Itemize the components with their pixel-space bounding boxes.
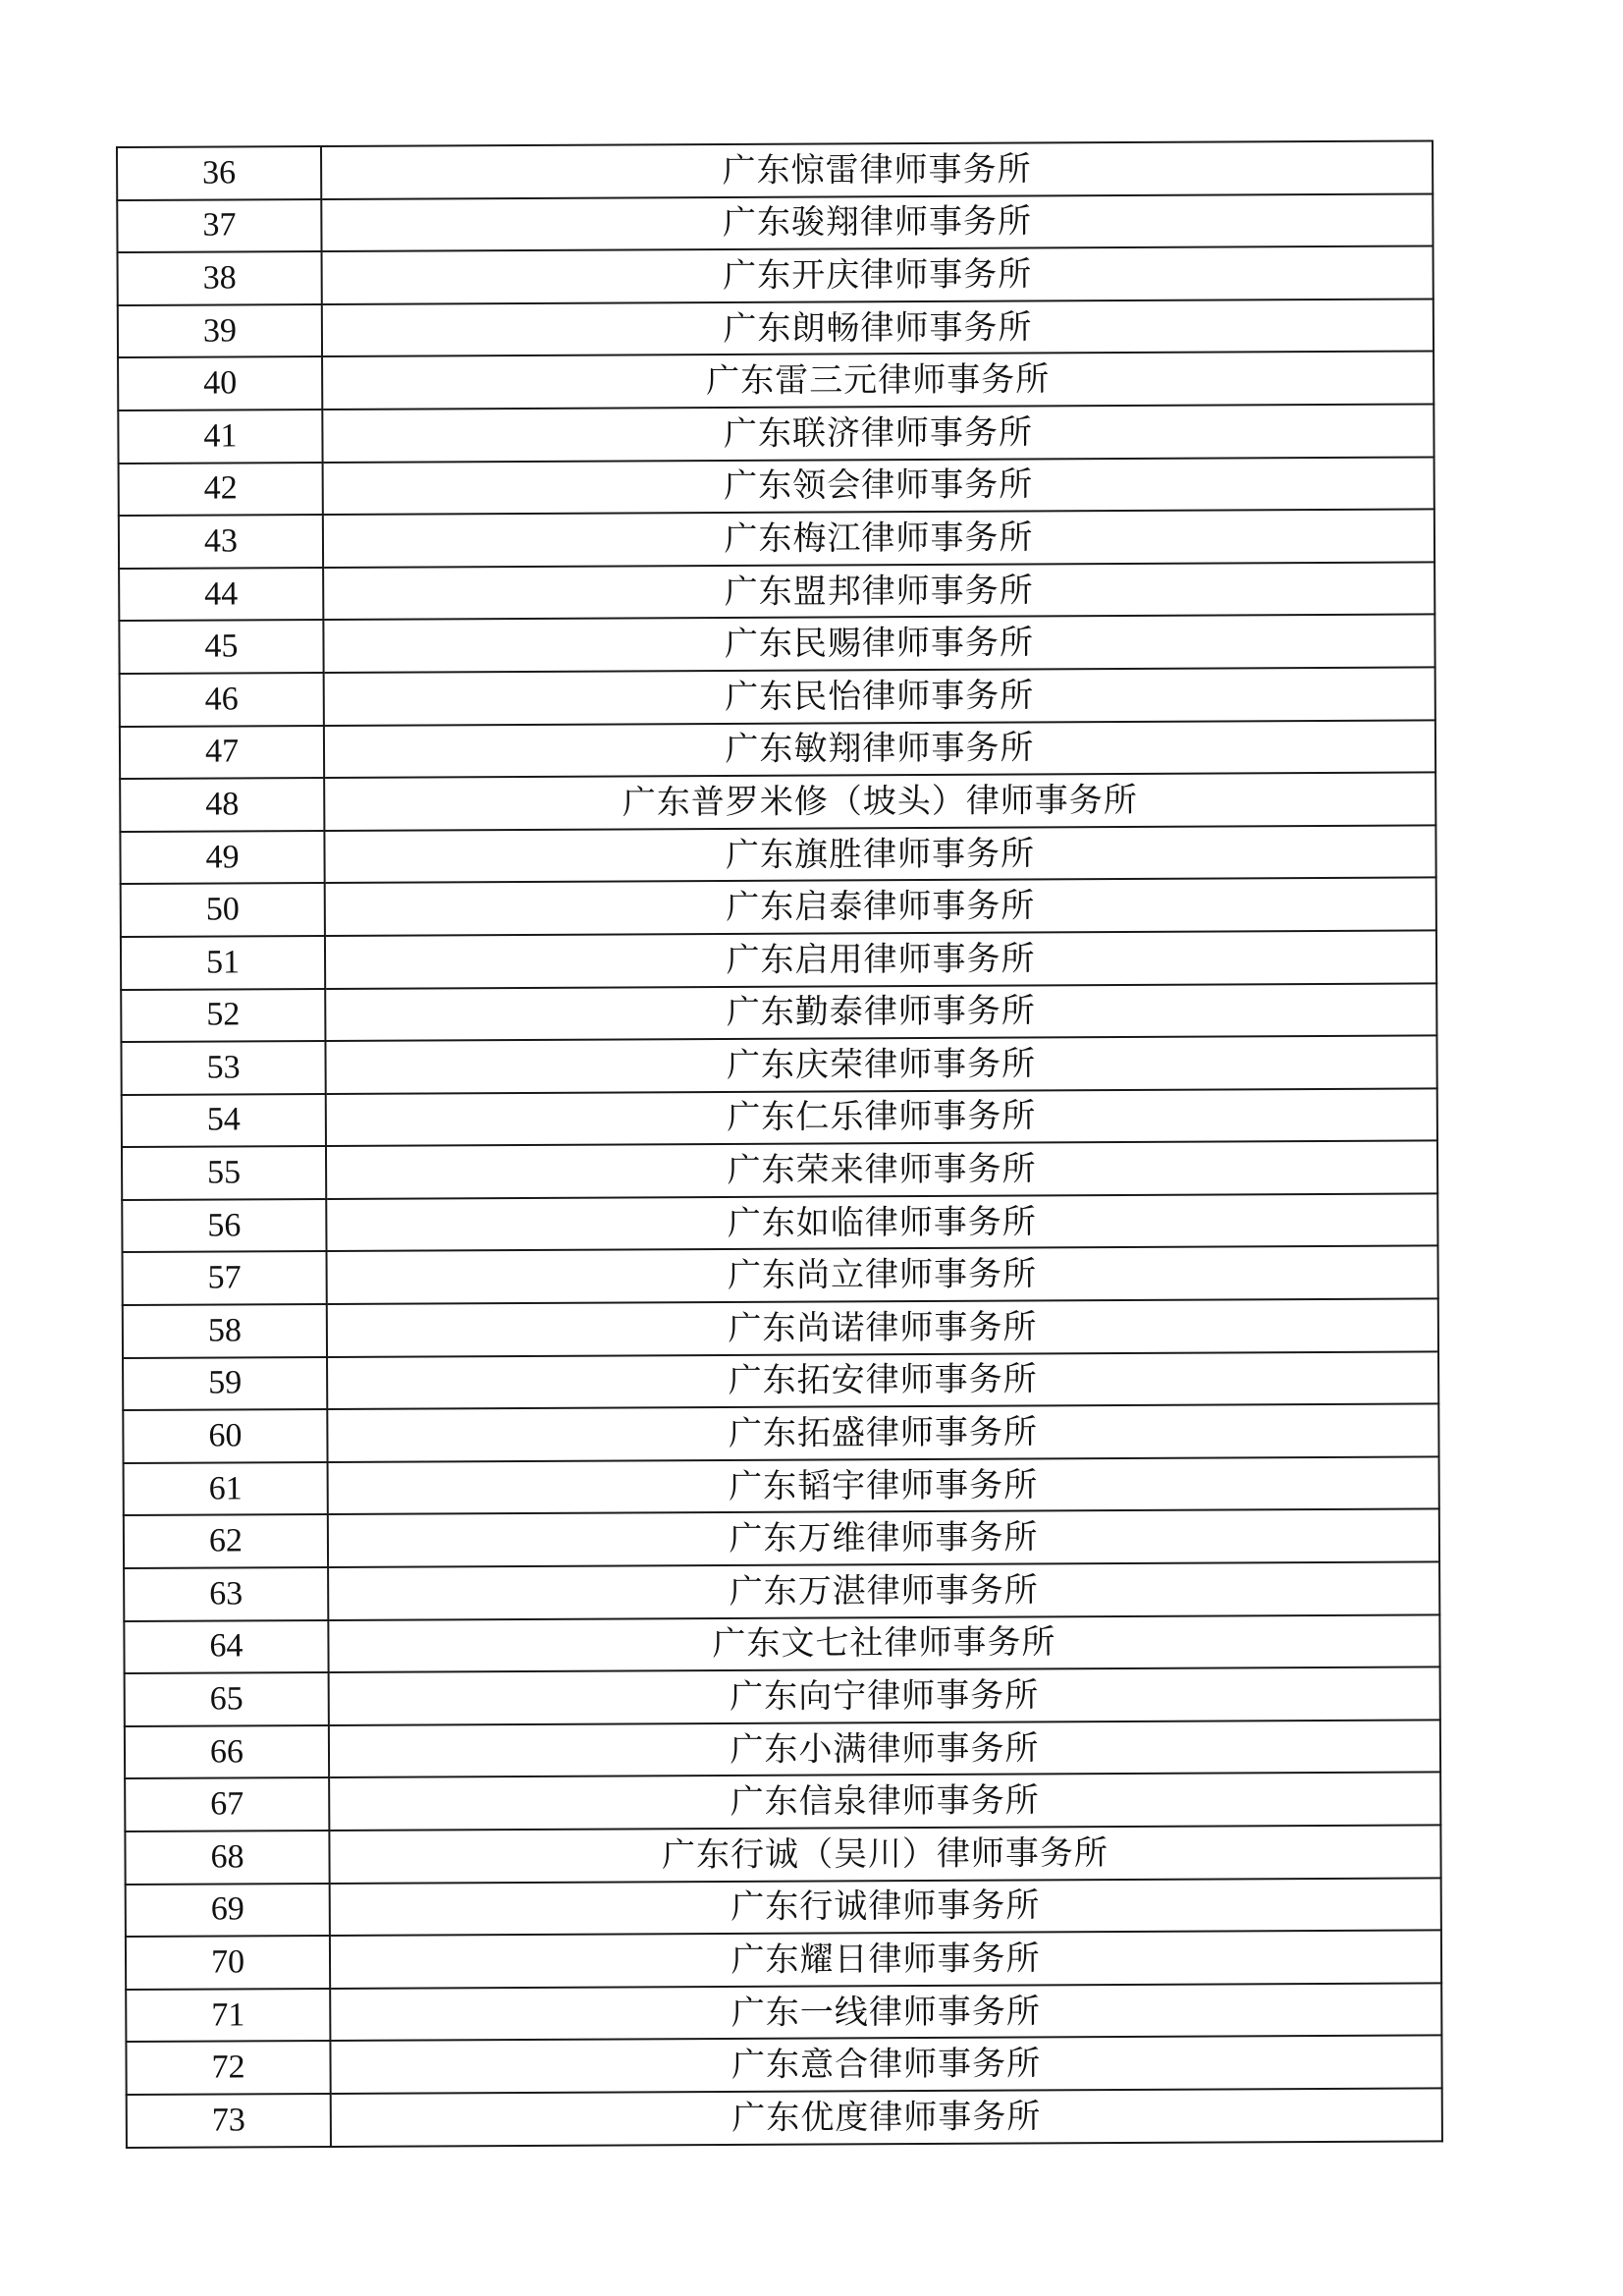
firm-name-cell: 广东联济律师事务所 <box>322 404 1434 462</box>
row-number-cell: 47 <box>120 726 324 780</box>
firm-name-cell: 广东拓盛律师事务所 <box>327 1404 1438 1462</box>
firm-name-cell: 广东敏翔律师事务所 <box>324 720 1435 778</box>
row-number-cell: 61 <box>124 1462 328 1516</box>
row-number-cell: 62 <box>124 1514 328 1568</box>
table-row <box>125 1825 1440 1884</box>
table-row <box>117 140 1433 199</box>
firm-name-cell: 广东开庆律师事务所 <box>322 246 1434 304</box>
table-row <box>117 193 1433 252</box>
row-number-cell: 73 <box>127 2094 331 2148</box>
table-row <box>125 1720 1440 1778</box>
row-number-cell: 39 <box>118 304 322 358</box>
firm-name-cell: 广东荣来律师事务所 <box>326 1141 1437 1199</box>
row-number-cell: 38 <box>118 251 322 305</box>
row-number-cell: 44 <box>119 568 323 622</box>
table-row <box>123 1246 1438 1305</box>
table-row <box>119 615 1434 674</box>
table-row <box>122 1193 1437 1252</box>
table-row <box>122 1088 1437 1147</box>
firm-name-cell: 广东耀日律师事务所 <box>330 1931 1441 1989</box>
firm-name-cell: 广东民赐律师事务所 <box>323 615 1434 673</box>
row-number-cell: 51 <box>121 936 325 990</box>
firm-name-cell: 广东行诚律师事务所 <box>330 1878 1441 1936</box>
firm-name-cell: 广东行诚（吴川）律师事务所 <box>329 1825 1440 1883</box>
firm-name-cell: 广东启用律师事务所 <box>325 930 1436 988</box>
row-number-cell: 60 <box>123 1409 327 1463</box>
firm-name-cell: 广东意合律师事务所 <box>330 2036 1441 2094</box>
row-number-cell: 48 <box>120 778 324 832</box>
law-firm-table <box>116 139 1443 2148</box>
row-number-cell: 50 <box>121 883 325 937</box>
table-row <box>119 510 1434 569</box>
table-row <box>125 1667 1440 1726</box>
table-row <box>122 1141 1437 1200</box>
table-row <box>121 878 1436 937</box>
table-row <box>127 2088 1442 2147</box>
firm-name-cell: 广东普罗米修（坡头）律师事务所 <box>324 773 1435 831</box>
table-row <box>124 1614 1439 1673</box>
table-row <box>124 1509 1439 1568</box>
table-row <box>120 720 1435 779</box>
row-number-cell: 67 <box>125 1777 329 1831</box>
table-row <box>119 457 1434 516</box>
row-number-cell: 66 <box>125 1725 329 1779</box>
firm-name-cell: 广东勤泰律师事务所 <box>325 983 1436 1041</box>
table-row <box>120 773 1435 832</box>
row-number-cell: 57 <box>123 1251 327 1305</box>
firm-name-cell: 广东如临律师事务所 <box>326 1193 1437 1251</box>
law-firm-table-body <box>117 140 1442 2147</box>
row-number-cell: 58 <box>123 1304 327 1358</box>
table-row <box>126 1983 1441 2042</box>
row-number-cell: 70 <box>126 1936 330 1990</box>
row-number-cell: 56 <box>122 1199 326 1253</box>
table-row <box>124 1456 1439 1515</box>
row-number-cell: 43 <box>119 515 323 569</box>
table-row <box>126 2036 1441 2095</box>
table-row <box>123 1351 1438 1410</box>
row-number-cell: 55 <box>122 1146 326 1200</box>
firm-name-cell: 广东向宁律师事务所 <box>329 1667 1440 1725</box>
firm-name-cell: 广东拓安律师事务所 <box>327 1351 1438 1409</box>
firm-name-cell: 广东启泰律师事务所 <box>325 878 1436 936</box>
firm-name-cell: 广东朗畅律师事务所 <box>322 299 1434 356</box>
firm-name-cell: 广东旗胜律师事务所 <box>324 825 1435 883</box>
table-row <box>120 825 1435 884</box>
table-row <box>120 667 1435 726</box>
row-number-cell: 36 <box>117 146 321 200</box>
table-row <box>119 562 1434 621</box>
table-row <box>125 1773 1440 1831</box>
firm-name-cell: 广东信泉律师事务所 <box>329 1773 1440 1831</box>
table-row <box>118 246 1434 305</box>
row-number-cell: 52 <box>121 988 325 1042</box>
firm-name-cell: 广东万维律师事务所 <box>328 1509 1439 1567</box>
firm-name-cell: 广东惊雷律师事务所 <box>321 140 1433 198</box>
row-number-cell: 63 <box>124 1567 328 1621</box>
row-number-cell: 72 <box>126 2041 330 2095</box>
table-row <box>126 1931 1441 1990</box>
firm-name-cell: 广东尚诺律师事务所 <box>327 1298 1438 1356</box>
firm-name-cell: 广东领会律师事务所 <box>323 457 1434 515</box>
row-number-cell: 53 <box>121 1041 325 1095</box>
table-row <box>118 404 1434 463</box>
table-row <box>118 352 1434 410</box>
firm-name-cell: 广东仁乐律师事务所 <box>326 1088 1437 1146</box>
row-number-cell: 41 <box>118 410 322 464</box>
table-row <box>121 930 1436 989</box>
table-row <box>124 1561 1439 1620</box>
firm-name-cell: 广东雷三元律师事务所 <box>322 352 1434 410</box>
firm-name-cell: 广东优度律师事务所 <box>331 2088 1442 2146</box>
row-number-cell: 69 <box>126 1884 330 1938</box>
table-row <box>121 1036 1436 1095</box>
table-row <box>118 299 1434 357</box>
row-number-cell: 49 <box>120 831 324 885</box>
firm-name-cell: 广东尚立律师事务所 <box>327 1246 1438 1304</box>
firm-name-cell: 广东梅江律师事务所 <box>323 510 1434 568</box>
firm-name-cell: 广东韬宇律师事务所 <box>328 1456 1439 1514</box>
firm-name-cell: 广东骏翔律师事务所 <box>321 193 1433 251</box>
row-number-cell: 64 <box>124 1620 328 1674</box>
row-number-cell: 71 <box>126 1989 330 2043</box>
table-row <box>123 1298 1438 1357</box>
firm-name-cell: 广东民怡律师事务所 <box>324 667 1435 725</box>
firm-name-cell: 广东庆荣律师事务所 <box>325 1036 1436 1094</box>
row-number-cell: 59 <box>123 1357 327 1411</box>
firm-name-cell: 广东一线律师事务所 <box>330 1983 1441 2041</box>
row-number-cell: 65 <box>125 1672 329 1726</box>
row-number-cell: 54 <box>122 1094 326 1148</box>
row-number-cell: 37 <box>117 199 321 253</box>
row-number-cell: 40 <box>118 356 322 410</box>
firm-name-cell: 广东万湛律师事务所 <box>328 1561 1439 1619</box>
row-number-cell: 45 <box>119 620 323 674</box>
table-row <box>123 1404 1438 1463</box>
row-number-cell: 68 <box>125 1831 329 1885</box>
row-number-cell: 46 <box>120 673 324 727</box>
firm-name-cell: 广东小满律师事务所 <box>329 1720 1440 1777</box>
table-row <box>121 983 1436 1042</box>
table-row <box>126 1878 1441 1937</box>
row-number-cell: 42 <box>119 463 323 517</box>
firm-name-cell: 广东盟邦律师事务所 <box>323 562 1434 620</box>
firm-name-cell: 广东文七社律师事务所 <box>328 1614 1439 1672</box>
